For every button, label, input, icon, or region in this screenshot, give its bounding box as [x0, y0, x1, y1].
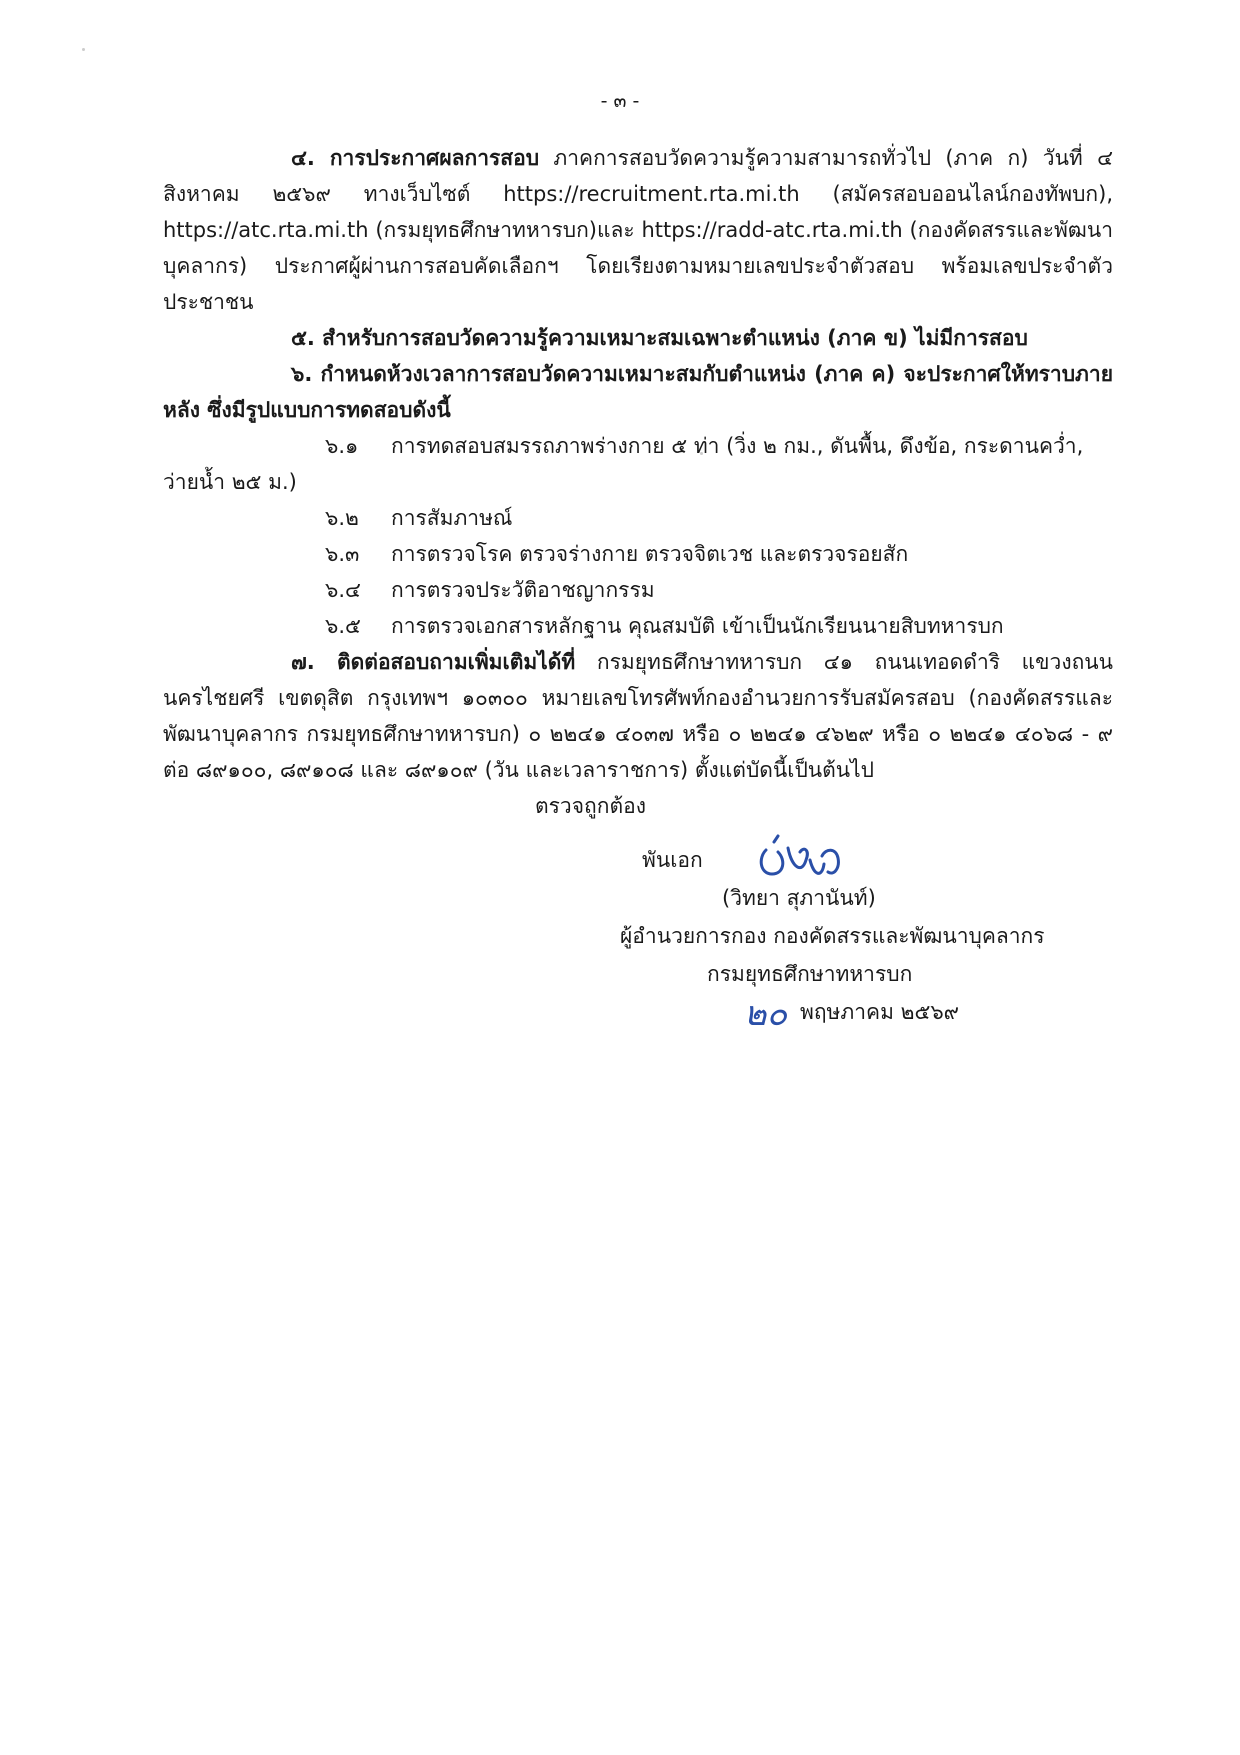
signatory-position: ผู้อำนวยการกอง กองคัดสรรและพัฒนาบุคลากร [620, 924, 1045, 948]
signature-scribble-icon [752, 820, 852, 882]
rank-label: พันเอก [642, 848, 703, 872]
section-6-heading: ๖. กำหนดห้วงเวลาการสอบวัดความเหมาะสมกับตำแหน่ง (ภาค ค) จะประกาศให้ทราบภายหลัง ซึ่งมีรูปแบบการทดสอบดังนี้ [163, 362, 1113, 422]
section-7-heading: ๗. ติดต่อสอบถามเพิ่มเติมได้ที่ [291, 650, 576, 674]
list-item [163, 428, 1113, 464]
section-7 [163, 644, 1113, 788]
list-item-text: ว่ายน้ำ ๒๕ ม.) [163, 470, 297, 494]
list-item-text: การตรวจเอกสารหลักฐาน คุณสมบัติ เข้าเป็นนักเรียนนายสิบทหารบก [391, 614, 1004, 638]
list-item-text: การทดสอบสมรรถภาพร่างกาย ๕ ท่า (วิ่ง ๒ กม., ดันพื้น, ดึงข้อ, กระดานคว่ำ, [391, 434, 1084, 458]
document-body [163, 140, 1113, 788]
scan-speck [82, 48, 85, 51]
date-text: พฤษภาคม ๒๕๖๙ [800, 1000, 960, 1024]
section-5 [163, 320, 1113, 356]
list-item-text: การสัมภาษณ์ [391, 506, 513, 530]
section-7-text: กรมยุทธศึกษาทหารบก ๔๑ ถนนเทอดดำริ แขวงถนนนครไชยศรี เขตดุสิต กรุงเทพฯ ๑๐๓๐๐ หมายเลขโทรศัพท์กองอำนวยการรับสมัครสอบ (กองคัดสรรและพัฒนาบุคลากร กรมยุทธศึกษาทหารบก) ๐ ๒๒๔๑ ๔๐๓๗ หรือ ๐ ๒๒๔๑ ๔๖๒๙ หรือ ๐ ๒๒๔๑ ๔๐๖๘ - ๙ ต่อ ๘๙๑๐๐, ๘๙๑๐๘ และ ๘๙๑๐๙ (วัน และเวลาราชการ) ตั้งแต่บัดนี้เป็นต้นไป [163, 650, 1113, 782]
list-item [163, 572, 1113, 608]
verified-label: ตรวจถูกต้อง [535, 794, 646, 818]
list-item-text: การตรวจประวัติอาชญากรรม [391, 578, 655, 602]
signatory-name: (วิทยา สุภานันท์) [722, 886, 876, 910]
list-item-number: ๖.๓ [325, 542, 360, 566]
page-number: - ๓ - [600, 90, 640, 112]
section-4-heading: ๔. การประกาศผลการสอบ [291, 146, 540, 170]
signature-block [0, 790, 1240, 1050]
section-4 [163, 140, 1113, 320]
signatory-department: กรมยุทธศึกษาทหารบก [707, 962, 913, 986]
list-item [163, 536, 1113, 572]
list-item [163, 500, 1113, 536]
list-item-number: ๖.๑ [325, 434, 359, 458]
section-4-text: ภาคการสอบวัดความรู้ความสามารถทั่วไป (ภาค ก) วันที่ ๔ สิงหาคม ๒๕๖๙ ทางเว็บไซต์ https://recruitment.rta.mi.th (สมัครสอบออนไลน์กองทัพบก), https://atc.rta.mi.th (กรมยุทธศึกษาทหารบก)และ https://radd-atc.rta.mi.th (กองคัดสรรและพัฒนาบุคลากร) ประกาศผู้ผ่านการสอบคัดเลือกฯ โดยเรียงตามหมายเลขประจำตัวสอบ พร้อมเลขประจำตัวประชาชน [163, 146, 1113, 314]
list-item-continuation [163, 464, 1113, 500]
section-5-heading: ๕. สำหรับการสอบวัดความรู้ความเหมาะสมเฉพาะตำแหน่ง (ภาค ข) ไม่มีการสอบ [291, 326, 1028, 350]
section-6 [163, 356, 1113, 428]
date-day-handwritten: ๒๐ [744, 994, 788, 1034]
list-item-number: ๖.๕ [325, 614, 361, 638]
list-item-number: ๖.๔ [325, 578, 361, 602]
list-item-number: ๖.๒ [325, 506, 359, 530]
list-item [163, 608, 1113, 644]
list-item-text: การตรวจโรค ตรวจร่างกาย ตรวจจิตเวช และตรวจรอยสัก [391, 542, 909, 566]
